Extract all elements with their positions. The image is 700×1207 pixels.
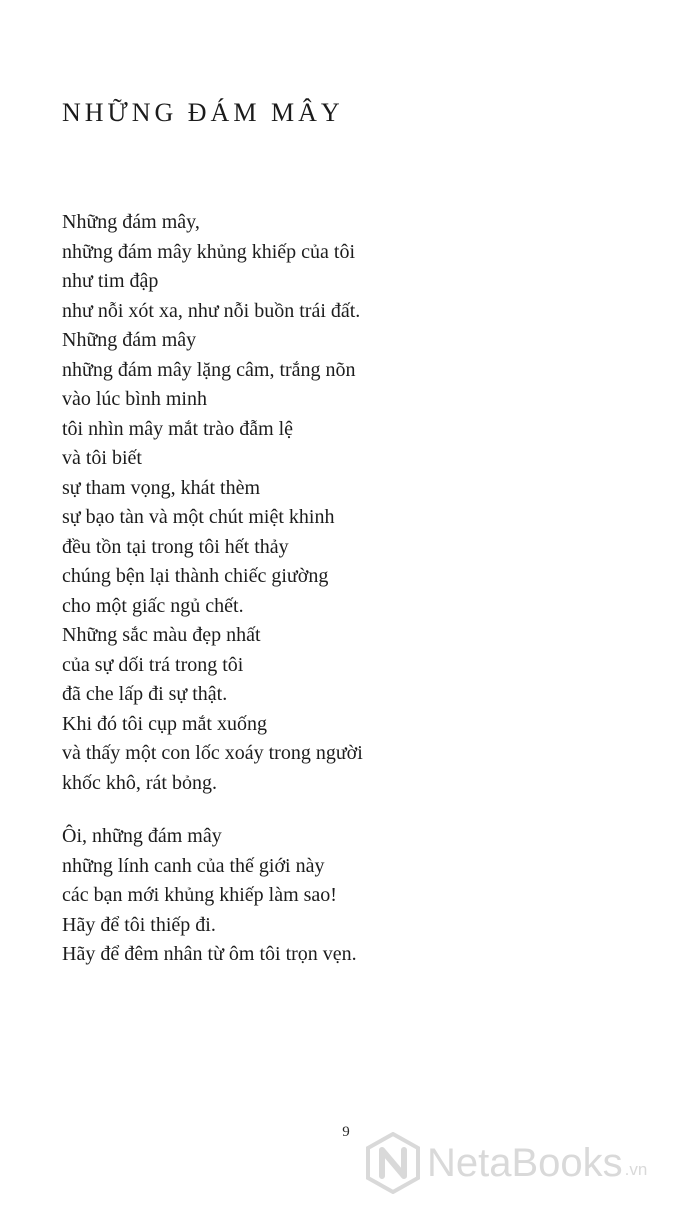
poem-line: Hãy để tôi thiếp đi. bbox=[62, 913, 216, 936]
poem-line: Những đám mây, bbox=[62, 211, 200, 233]
poem-line: sự bạo tàn và một chút miệt khinh bbox=[62, 506, 335, 528]
poem-line: sự tham vọng, khát thèm bbox=[62, 476, 261, 499]
poem-line: đã che lấp đi sự thật. bbox=[62, 683, 228, 705]
poem-line: như tim đập bbox=[62, 270, 159, 292]
poem-line: và tôi biết bbox=[62, 447, 142, 469]
watermark bbox=[365, 1130, 647, 1196]
page-number: 9 bbox=[342, 1124, 350, 1140]
stanza-2 bbox=[62, 822, 357, 970]
poem-line: Những sắc màu đẹp nhất bbox=[62, 624, 261, 646]
poem-line: và thấy một con lốc xoáy trong người bbox=[62, 742, 363, 764]
poem-line: đều tồn tại trong tôi hết thảy bbox=[62, 535, 289, 558]
poem-line: Hãy để đêm nhân từ ôm tôi trọn vẹn. bbox=[62, 943, 357, 965]
poem-title: NHỮNG ĐÁM MÂY bbox=[62, 98, 344, 127]
poem-line: những lính canh của thế giới này bbox=[62, 854, 325, 877]
poem-line: như nỗi xót xa, như nỗi buồn trái đất. bbox=[62, 299, 361, 322]
poem-line: những đám mây lặng câm, trắng nõn bbox=[62, 358, 356, 381]
poem-line: các bạn mới khủng khiếp làm sao! bbox=[62, 884, 337, 906]
poem-line: tôi nhìn mây mắt trào đẫm lệ bbox=[62, 417, 294, 440]
poem-line: Ôi, những đám mây bbox=[62, 825, 222, 847]
watermark-domain: .vn bbox=[624, 1160, 648, 1179]
poem-line: những đám mây khủng khiếp của tôi bbox=[62, 240, 356, 263]
poem-line: Những đám mây bbox=[62, 329, 197, 351]
poem-line: Khi đó tôi cụp mắt xuống bbox=[62, 712, 267, 735]
poem-line: cho một giấc ngủ chết. bbox=[62, 594, 244, 617]
poem-line: chúng bện lại thành chiếc giường bbox=[62, 565, 329, 587]
watermark-brand: NetaBooks bbox=[427, 1140, 623, 1185]
poem-line: khốc khô, rát bỏng. bbox=[62, 771, 217, 794]
stanza-1 bbox=[62, 208, 363, 798]
netabooks-logo-icon bbox=[365, 1132, 421, 1194]
poem-line: của sự dối trá trong tôi bbox=[62, 653, 244, 676]
poem-line: vào lúc bình minh bbox=[62, 388, 207, 410]
